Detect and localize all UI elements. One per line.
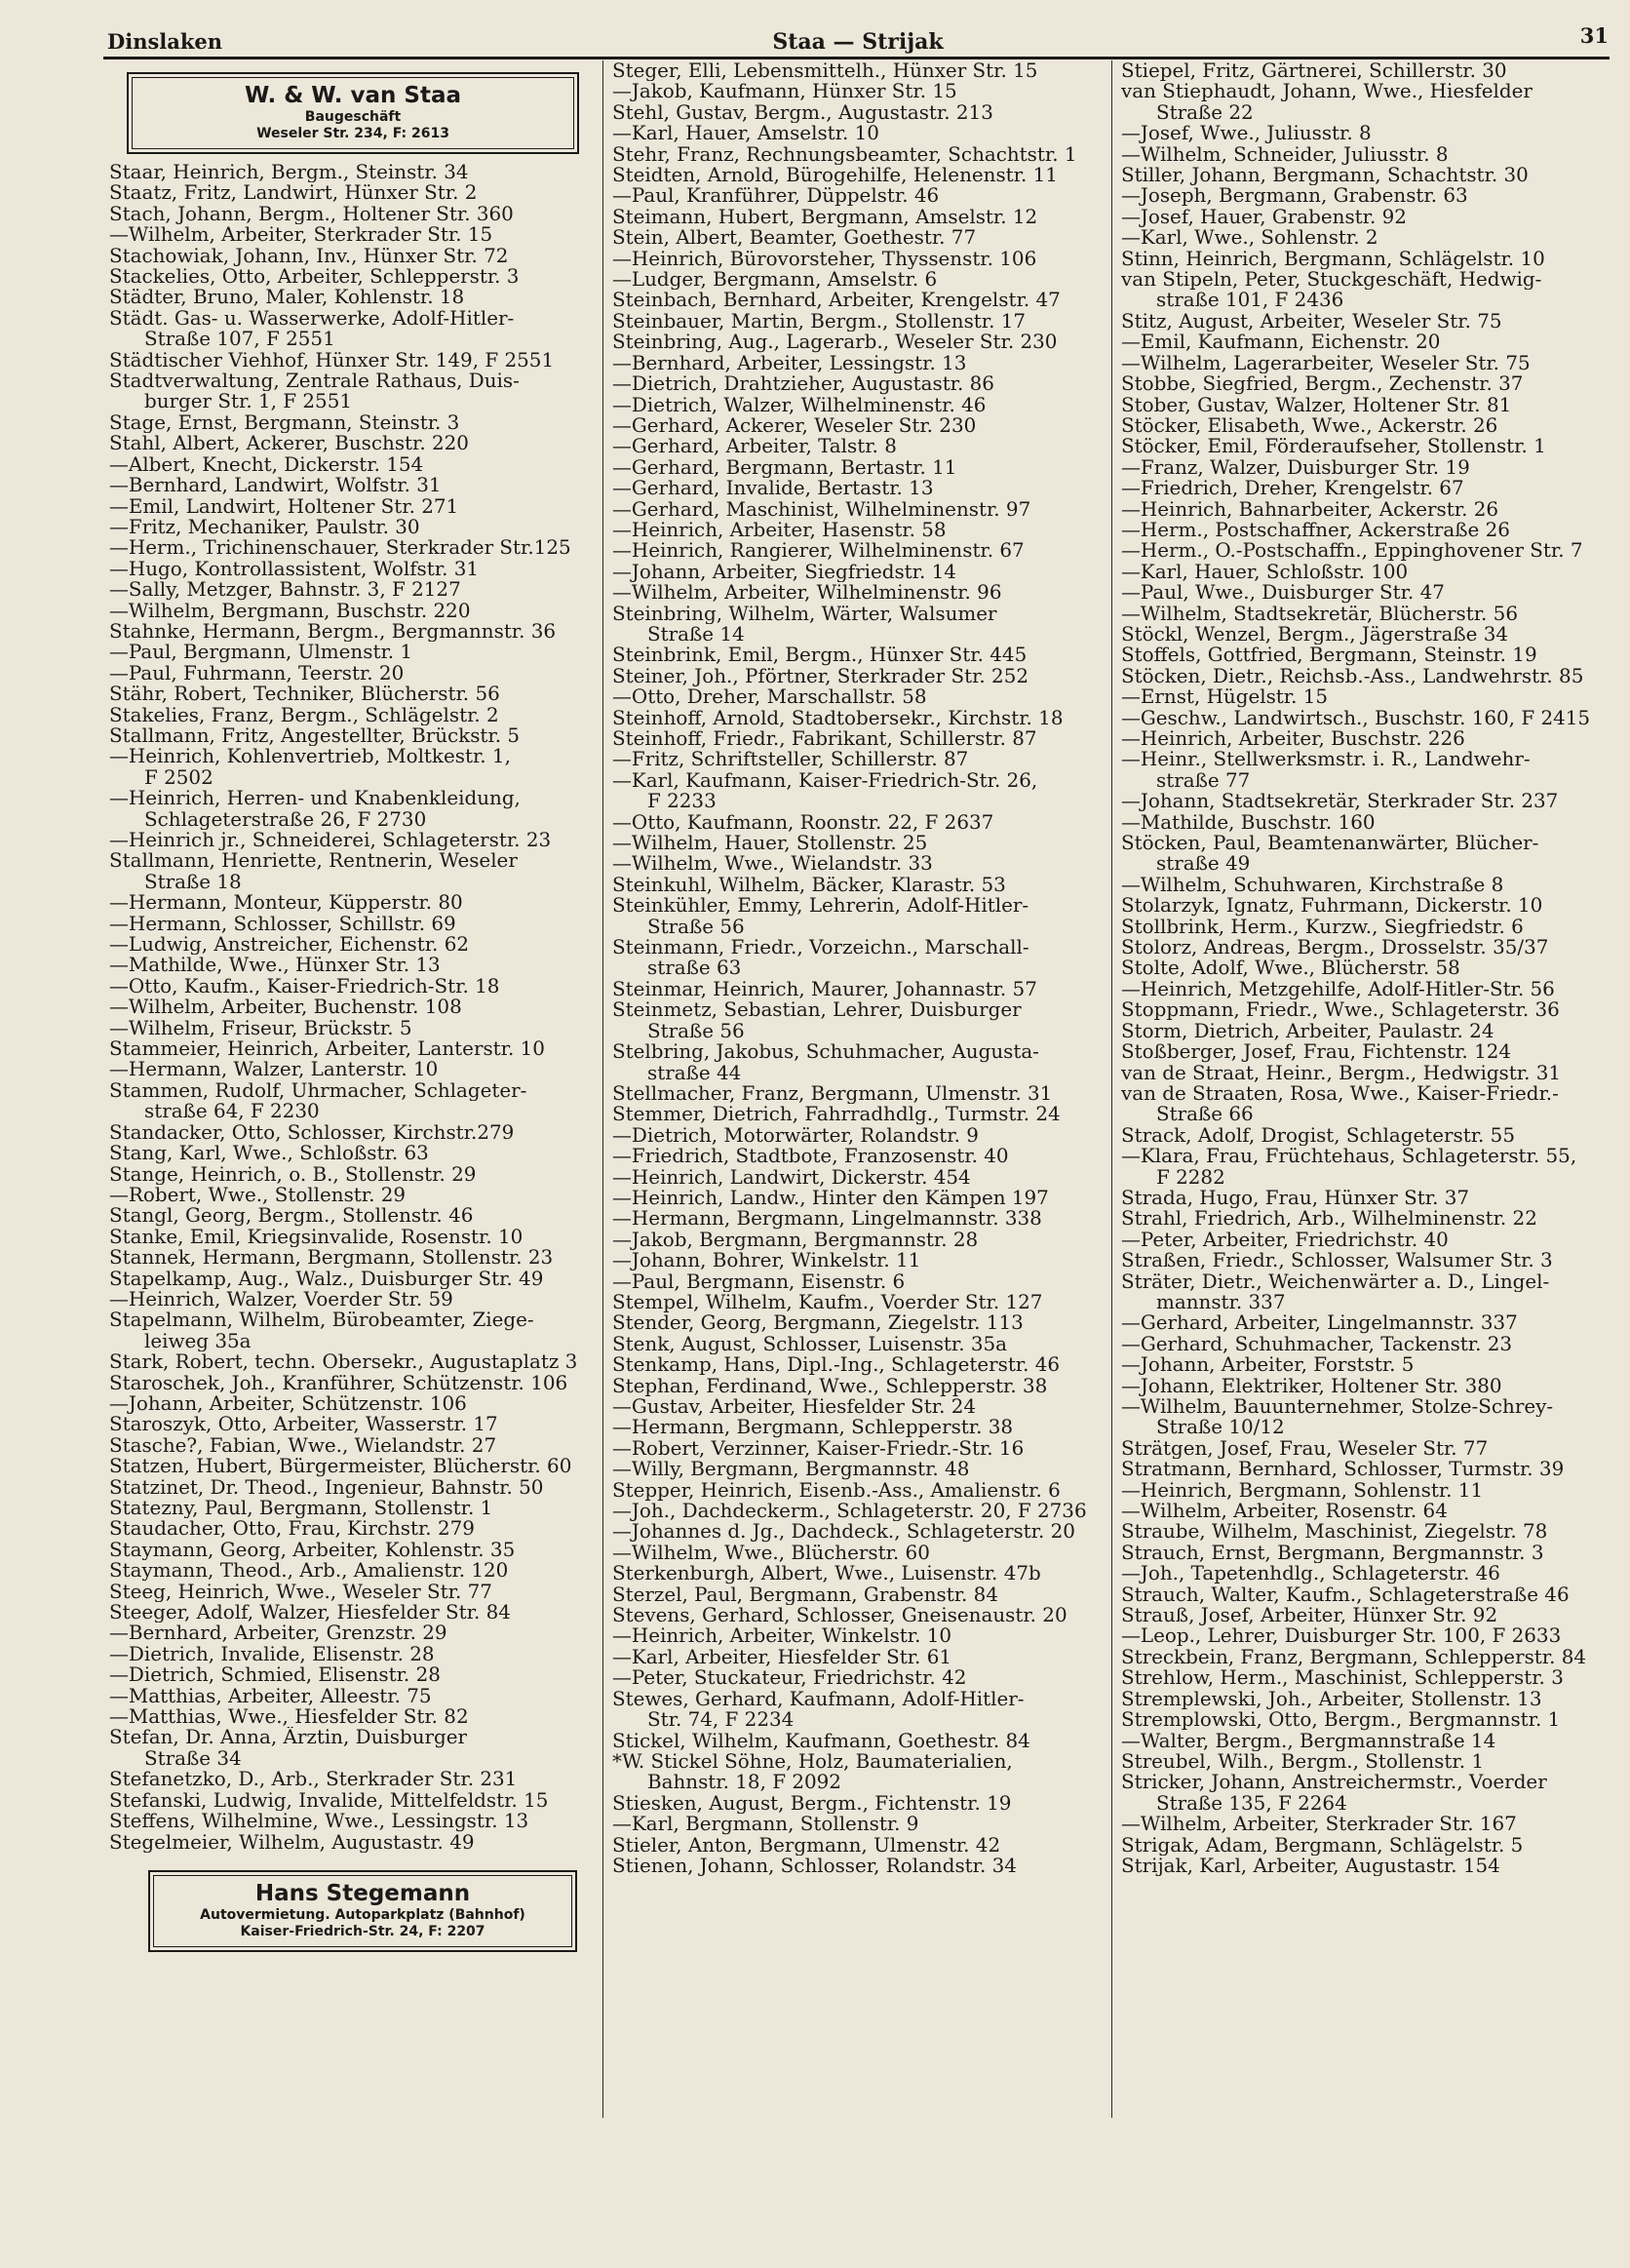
directory-entry: Straube, Wilhelm, Maschinist, Ziegelstr. 78 xyxy=(1121,1521,1548,1543)
entry-continuation: Straße 34 xyxy=(144,1747,242,1770)
entry-continuation: Straße 107, F 2551 xyxy=(144,329,335,350)
column-3 xyxy=(1121,60,1628,2235)
directory-entry: Steinkuhl, Wilhelm, Bäcker, Klarastr. 53 xyxy=(612,874,1006,896)
directory-entry: Stang, Karl, Wwe., Schloßstr. 63 xyxy=(109,1143,429,1164)
directory-entry: Steinbach, Bernhard, Arbeiter, Krengelstr. 47 xyxy=(612,290,1061,311)
directory-entry: —Dietrich, Walzer, Wilhelminenstr. 46 xyxy=(612,394,987,415)
directory-entry: Stelbring, Jakobus, Schuhmacher, Augusta- xyxy=(612,1041,1039,1063)
entry-continuation: leiweg 35a xyxy=(144,1330,252,1352)
entry-continuation: Straße 56 xyxy=(647,916,745,938)
directory-entry: —Albert, Knecht, Dickerstr. 154 xyxy=(109,453,424,476)
directory-entry: —Gerhard, Ackerer, Weseler Str. 230 xyxy=(612,414,977,437)
directory-entry: —Heinrich, Bergmann, Sohlenstr. 11 xyxy=(1121,1479,1484,1502)
directory-entry: van de Straaten, Rosa, Wwe., Kaiser-Friedr.- xyxy=(1121,1082,1559,1105)
directory-entry: Steinhoff, Arnold, Stadtobersekr., Kirchstr. 18 xyxy=(612,707,1064,728)
entry-continuation: Straße 10/12 xyxy=(1156,1417,1285,1438)
directory-entry: Steinbrink, Emil, Bergm., Hünxer Str. 445 xyxy=(612,645,1028,666)
column-divider xyxy=(1111,60,1112,2118)
directory-entry: —Heinrich, Walzer, Voerder Str. 59 xyxy=(109,1288,453,1310)
directory-entry: —Heinrich, Landwirt, Dickerstr. 454 xyxy=(612,1166,971,1188)
directory-entry: Streckbein, Franz, Bergmann, Schlepperstr. 84 xyxy=(1121,1646,1587,1668)
entry-continuation: F 2282 xyxy=(1156,1166,1225,1188)
directory-entry: —Heinrich, Landw., Hinter den Kämpen 197 xyxy=(612,1187,1049,1209)
directory-entry: Sterkenburgh, Albert, Wwe., Luisenstr. 47b xyxy=(612,1563,1041,1584)
entry-continuation: Straße 135, F 2264 xyxy=(1156,1792,1347,1815)
directory-entry: —Matthias, Wwe., Hiesfelder Str. 82 xyxy=(109,1706,469,1728)
directory-entry: —Gerhard, Bergmann, Bertastr. 11 xyxy=(612,456,957,479)
directory-entry: Stangl, Georg, Bergm., Stollenstr. 46 xyxy=(109,1205,474,1227)
directory-entry: Stöcken, Dietr., Reichsb.-Ass., Landwehrstr. 85 xyxy=(1121,665,1584,687)
directory-entry: Staudacher, Otto, Frau, Kirchstr. 279 xyxy=(109,1518,475,1540)
directory-entry: Stevens, Gerhard, Schlosser, Gneisenaustr. 20 xyxy=(612,1605,1067,1626)
entry-continuation: straße 64, F 2230 xyxy=(144,1101,320,1122)
directory-entry: Steinhoff, Friedr., Fabrikant, Schillerstr. 87 xyxy=(612,728,1037,750)
advert-line: Kaiser-Friedrich-Str. 24, F: 2207 xyxy=(240,1923,485,1939)
directory-entry: Stadtverwaltung, Zentrale Rathaus, Duis- xyxy=(109,371,520,392)
directory-entry: —Emil, Kaufmann, Eichenstr. 20 xyxy=(1121,332,1441,353)
directory-entry: —Fritz, Schriftsteller, Schillerstr. 87 xyxy=(612,749,969,770)
directory-entry: —Heinrich, Arbeiter, Buschstr. 226 xyxy=(1121,728,1465,750)
directory-entry: —Gustav, Arbeiter, Hiesfelder Str. 24 xyxy=(612,1396,977,1418)
directory-entry: Stepper, Heinrich, Eisenb.-Ass., Amalienstr. 6 xyxy=(612,1479,1061,1502)
directory-entry: —Wilhelm, Hauer, Stollenstr. 25 xyxy=(612,833,928,854)
directory-entry: —Gerhard, Arbeiter, Lingelmannstr. 337 xyxy=(1121,1312,1518,1334)
advert-van-staa xyxy=(127,72,579,154)
directory-entry: Stemmer, Dietrich, Fahrradhdlg., Turmstr. 24 xyxy=(612,1104,1061,1125)
directory-entry: —Wilhelm, Bauunternehmer, Stolze-Schrey- xyxy=(1121,1396,1554,1418)
directory-entry: —Hermann, Bergmann, Lingelmannstr. 338 xyxy=(612,1208,1042,1230)
directory-entry: Statzinet, Dr. Theod., Ingenieur, Bahnstr. 50 xyxy=(109,1476,544,1498)
directory-entry: Stange, Heinrich, o. B., Stollenstr. 29 xyxy=(109,1163,477,1185)
directory-entry: —Dietrich, Schmied, Elisenstr. 28 xyxy=(109,1664,441,1686)
entry-list xyxy=(109,162,597,1853)
directory-entry: Stiesken, August, Bergm., Fichtenstr. 19 xyxy=(612,1792,1012,1815)
directory-entry: —Joh., Dachdeckerm., Schlageterstr. 20, F 2736 xyxy=(612,1501,1087,1522)
directory-entry: —Klara, Frau, Früchtehaus, Schlageterstr. 55, xyxy=(1121,1146,1577,1167)
directory-entry: Staroszyk, Otto, Arbeiter, Wasserstr. 17 xyxy=(109,1414,498,1435)
directory-entry: Stapelkamp, Aug., Walz., Duisburger Str. 49 xyxy=(109,1268,544,1289)
directory-entry: —Heinrich, Metzgehilfe, Adolf-Hitler-Str. 56 xyxy=(1121,978,1555,1000)
directory-entry: —Ludwig, Anstreicher, Eichenstr. 62 xyxy=(109,934,470,956)
directory-entry: van Stiephaudt, Johann, Wwe., Hiesfelder xyxy=(1121,81,1533,102)
directory-entry: —Bernhard, Landwirt, Wolfstr. 31 xyxy=(109,475,442,496)
directory-entry: —Paul, Fuhrmann, Teerstr. 20 xyxy=(109,662,405,684)
directory-entry: Stammen, Rudolf, Uhrmacher, Schlageter- xyxy=(109,1079,527,1102)
directory-entry: Stobbe, Siegfried, Bergm., Zechenstr. 37 xyxy=(1121,373,1524,395)
directory-entry: Strauch, Walter, Kaufm., Schlageterstraße 46 xyxy=(1121,1584,1570,1606)
directory-entry: —Johannes d. Jg., Dachdeck., Schlageterstr. 20 xyxy=(612,1521,1075,1543)
directory-entry: —Sally, Metzger, Bahnstr. 3, F 2127 xyxy=(109,579,461,601)
directory-entry: —Wilhelm, Stadtsekretär, Blücherstr. 56 xyxy=(1121,603,1518,624)
directory-entry: Stein, Albert, Beamter, Goethestr. 77 xyxy=(612,227,977,249)
directory-entry: *W. Stickel Söhne, Holz, Baumaterialien, xyxy=(612,1750,1013,1773)
directory-entry: van de Straat, Heinr., Bergm., Hedwigstr. 31 xyxy=(1121,1062,1562,1083)
directory-entry: Stollbrink, Herm., Kurzw., Siegfriedstr. 6 xyxy=(1121,916,1524,938)
directory-entry: —Friedrich, Dreher, Krengelstr. 67 xyxy=(1121,478,1464,499)
header-town: Dinslaken xyxy=(107,29,223,54)
directory-entry: —Mathilde, Wwe., Hünxer Str. 13 xyxy=(109,955,441,976)
directory-entry: Strätgen, Josef, Frau, Weseler Str. 77 xyxy=(1121,1437,1489,1460)
directory-entry: Staatz, Fritz, Landwirt, Hünxer Str. 2 xyxy=(109,182,478,204)
directory-entry: —Wilhelm, Arbeiter, Rosenstr. 64 xyxy=(1121,1501,1448,1522)
directory-entry: Stähr, Robert, Techniker, Blücherstr. 56 xyxy=(109,684,500,705)
directory-entry: Standacker, Otto, Schlosser, Kirchstr.279 xyxy=(109,1121,515,1144)
directory-entry: Steinmann, Friedr., Vorzeichn., Marschall- xyxy=(612,937,1029,958)
directory-entry: Stieler, Anton, Bergmann, Ulmenstr. 42 xyxy=(612,1834,1001,1856)
directory-entry: —Hermann, Schlosser, Schillstr. 69 xyxy=(109,913,456,935)
directory-entry: —Karl, Hauer, Schloßstr. 100 xyxy=(1121,561,1409,583)
directory-entry: van Stipeln, Peter, Stuckgeschäft, Hedwig- xyxy=(1121,269,1542,291)
directory-entry: —Wilhelm, Schneider, Juliusstr. 8 xyxy=(1121,143,1449,166)
directory-entry: —Wilhelm, Friseur, Brückstr. 5 xyxy=(109,1017,412,1039)
directory-entry: Stoffels, Gottfried, Bergmann, Steinstr. 19 xyxy=(1121,645,1537,666)
advert-stegemann xyxy=(148,1870,577,1952)
directory-entry: Stewes, Gerhard, Kaufmann, Adolf-Hitler- xyxy=(612,1688,1025,1710)
directory-entry: Stöcker, Emil, Förderaufseher, Stollenstr. 1 xyxy=(1121,436,1546,457)
directory-entry: Steinbring, Wilhelm, Wärter, Walsumer xyxy=(612,603,997,624)
directory-entry: Stammeier, Heinrich, Arbeiter, Lanterstr. 10 xyxy=(109,1038,545,1060)
directory-entry: —Johann, Arbeiter, Forststr. 5 xyxy=(1121,1354,1415,1376)
directory-entry: —Walter, Bergm., Bergmannstraße 14 xyxy=(1121,1730,1496,1751)
directory-entry: Stolorz, Andreas, Bergm., Drosselstr. 35/37 xyxy=(1121,937,1549,958)
directory-entry: Stark, Robert, techn. Obersekr., Augustaplatz 3 xyxy=(109,1351,578,1373)
directory-entry: Steinmar, Heinrich, Maurer, Johannastr. 57 xyxy=(612,978,1037,1000)
directory-entry: —Paul, Wwe., Duisburger Str. 47 xyxy=(1121,582,1445,604)
directory-entry: —Joseph, Bergmann, Grabenstr. 63 xyxy=(1121,185,1468,207)
directory-entry: Steidten, Arnold, Bürogehilfe, Helenenstr. 11 xyxy=(612,165,1058,186)
directory-entry: —Jakob, Kaufmann, Hünxer Str. 15 xyxy=(612,81,957,102)
directory-entry: Steger, Elli, Lebensmittelh., Hünxer Str. 15 xyxy=(612,60,1038,82)
directory-entry: Strauch, Ernst, Bergmann, Bergmannstr. 3 xyxy=(1121,1542,1544,1564)
directory-entry: —Wilhelm, Wwe., Blücherstr. 60 xyxy=(612,1542,930,1564)
directory-entry: Stage, Ernst, Bergmann, Steinstr. 3 xyxy=(109,411,460,434)
directory-entry: Städter, Bruno, Maler, Kohlenstr. 18 xyxy=(109,287,465,308)
directory-entry: Strehlow, Herm., Maschinist, Schlepperstr. 3 xyxy=(1121,1667,1564,1689)
directory-entry: Steinbring, Aug., Lagerarb., Weseler Str. 230 xyxy=(612,332,1058,353)
directory-entry: Stach, Johann, Bergm., Holtener Str. 360 xyxy=(109,203,514,225)
advert-title: W. & W. van Staa xyxy=(244,83,462,108)
directory-entry: —Heinrich jr., Schneiderei, Schlageterstr. 23 xyxy=(109,830,552,851)
entry-continuation: straße 77 xyxy=(1156,769,1251,792)
directory-entry: —Otto, Dreher, Marschallstr. 58 xyxy=(612,686,927,708)
directory-entry: Stinn, Heinrich, Bergmann, Schlägelstr. 10 xyxy=(1121,248,1545,270)
directory-entry: —Robert, Wwe., Stollenstr. 29 xyxy=(109,1184,407,1206)
directory-entry: —Herm., O.-Postschaffn., Eppinghovener Str. 7 xyxy=(1121,540,1583,562)
directory-entry: —Ludger, Bergmann, Amselstr. 6 xyxy=(612,269,938,291)
directory-entry: —Emil, Landwirt, Holtener Str. 271 xyxy=(109,495,459,517)
entry-continuation: Straße 66 xyxy=(1156,1104,1254,1125)
directory-entry: Strigak, Adam, Bergmann, Schlägelstr. 5 xyxy=(1121,1834,1524,1856)
entry-continuation: Str. 74, F 2234 xyxy=(647,1709,795,1731)
directory-entry: —Paul, Bergmann, Eisenstr. 6 xyxy=(612,1271,906,1292)
entry-list xyxy=(612,60,1104,1876)
header-rule xyxy=(103,57,1610,59)
directory-entry: —Hermann, Walzer, Lanterstr. 10 xyxy=(109,1059,439,1080)
directory-entry: —Paul, Kranführer, Düppelstr. 46 xyxy=(612,185,940,207)
directory-entry: —Heinrich, Arbeiter, Hasenstr. 58 xyxy=(612,519,947,541)
directory-entry: —Otto, Kaufm., Kaiser-Friedrich-Str. 18 xyxy=(109,975,500,997)
directory-entry: —Hugo, Kontrollassistent, Wolfstr. 31 xyxy=(109,558,480,580)
directory-entry: —Wilhelm, Wwe., Wielandstr. 33 xyxy=(612,853,933,875)
directory-entry: —Gerhard, Arbeiter, Talstr. 8 xyxy=(612,436,897,457)
directory-entry: —Josef, Wwe., Juliusstr. 8 xyxy=(1121,123,1372,144)
directory-entry: —Wilhelm, Lagerarbeiter, Weseler Str. 75 xyxy=(1121,352,1531,374)
directory-entry: —Joh., Tapetenhdlg., Schlageterstr. 46 xyxy=(1121,1563,1500,1584)
directory-entry: —Karl, Bergmann, Stollenstr. 9 xyxy=(612,1814,919,1835)
directory-entry: Stober, Gustav, Walzer, Holtener Str. 81 xyxy=(1121,394,1512,415)
directory-entry: —Heinrich, Bürovorsteher, Thyssenstr. 106 xyxy=(612,248,1037,270)
directory-entry: —Heinr., Stellwerksmstr. i. R., Landwehr- xyxy=(1121,749,1531,770)
entry-continuation: burger Str. 1, F 2551 xyxy=(144,391,353,412)
entry-continuation: straße 44 xyxy=(647,1062,742,1083)
directory-entry: Stackelies, Otto, Arbeiter, Schlepperstr. 3 xyxy=(109,266,520,288)
directory-entry: Strack, Adolf, Drogist, Schlageterstr. 55 xyxy=(1121,1124,1515,1147)
directory-entry: —Paul, Bergmann, Ulmenstr. 1 xyxy=(109,642,413,663)
directory-entry: —Bernhard, Arbeiter, Grenzstr. 29 xyxy=(109,1623,447,1644)
directory-entry: —Hermann, Monteur, Küpperstr. 80 xyxy=(109,892,463,914)
entry-continuation: straße 101, F 2436 xyxy=(1156,290,1344,311)
directory-entry: —Wilhelm, Schuhwaren, Kirchstraße 8 xyxy=(1121,874,1504,896)
directory-entry: —Gerhard, Invalide, Bertastr. 13 xyxy=(612,478,934,499)
directory-entry: —Fritz, Mechaniker, Paulstr. 30 xyxy=(109,516,420,538)
directory-entry: Sträter, Dietr., Weichenwärter a. D., Lingel- xyxy=(1121,1271,1550,1292)
directory-entry: Staymann, Theod., Arb., Amalienstr. 120 xyxy=(109,1560,509,1582)
directory-entry: —Karl, Arbeiter, Hiesfelder Str. 61 xyxy=(612,1646,952,1668)
directory-entry: Staar, Heinrich, Bergm., Steinstr. 34 xyxy=(109,162,469,183)
directory-entry: —Otto, Kaufmann, Roonstr. 22, F 2637 xyxy=(612,811,994,834)
directory-entry: —Wilhelm, Arbeiter, Sterkrader Str. 167 xyxy=(1121,1814,1517,1835)
directory-entry: —Heinrich, Kohlenvertrieb, Moltkestr. 1, xyxy=(109,746,511,767)
directory-entry: —Karl, Hauer, Amselstr. 10 xyxy=(612,123,879,144)
directory-entry: —Gerhard, Maschinist, Wilhelminenstr. 97 xyxy=(612,498,1031,520)
directory-entry: Strada, Hugo, Frau, Hünxer Str. 37 xyxy=(1121,1187,1470,1209)
directory-entry: Statezny, Paul, Bergmann, Stollenstr. 1 xyxy=(109,1498,493,1519)
directory-entry: —Ernst, Hügelstr. 15 xyxy=(1121,686,1329,708)
directory-entry: Steimann, Hubert, Bergmann, Amselstr. 12 xyxy=(612,206,1038,228)
column-2 xyxy=(612,60,1104,2235)
directory-entry: —Heinrich, Herren- und Knabenkleidung, xyxy=(109,788,521,809)
directory-entry: Stehl, Gustav, Bergm., Augustastr. 213 xyxy=(612,101,993,124)
directory-entry: Stoßberger, Josef, Frau, Fichtenstr. 124 xyxy=(1121,1041,1512,1063)
directory-entry: Storm, Dietrich, Arbeiter, Paulastr. 24 xyxy=(1121,1020,1494,1042)
directory-entry: Stanke, Emil, Kriegsinvalide, Rosenstr. 10 xyxy=(109,1226,524,1248)
directory-entry: Stenkamp, Hans, Dipl.-Ing., Schlageterstr. 46 xyxy=(612,1354,1061,1376)
directory-entry: Stahl, Albert, Ackerer, Buschstr. 220 xyxy=(109,433,469,454)
entry-continuation: F 2233 xyxy=(647,791,717,812)
directory-entry: Stehr, Franz, Rechnungsbeamter, Schachtstr. 1 xyxy=(612,143,1077,166)
directory-entry: —Heinrich, Bahnarbeiter, Ackerstr. 26 xyxy=(1121,498,1499,520)
directory-entry: Stefanetzko, D., Arb., Sterkrader Str. 231 xyxy=(109,1769,518,1790)
directory-entry: Steinkühler, Emmy, Lehrerin, Adolf-Hitler- xyxy=(612,895,1029,917)
directory-entry: —Willy, Bergmann, Bergmannstr. 48 xyxy=(612,1459,970,1480)
entry-continuation: F 2502 xyxy=(144,766,213,789)
directory-entry: Stöckl, Wenzel, Bergm., Jägerstraße 34 xyxy=(1121,623,1509,645)
directory-entry: —Hermann, Bergmann, Schlepperstr. 38 xyxy=(612,1417,1014,1438)
directory-entry: Stickel, Wilhelm, Kaufmann, Goethestr. 84 xyxy=(612,1730,1030,1751)
directory-entry: Stienen, Johann, Schlosser, Rolandstr. 34 xyxy=(612,1855,1017,1877)
directory-entry: —Matthias, Arbeiter, Alleestr. 75 xyxy=(109,1685,432,1707)
directory-entry: Stremplewski, Joh., Arbeiter, Stollenstr. 13 xyxy=(1121,1688,1542,1710)
directory-entry: Stallmann, Henriette, Rentnerin, Weseler xyxy=(109,850,518,872)
directory-entry: —Dietrich, Motorwärter, Rolandstr. 9 xyxy=(612,1124,979,1147)
directory-entry: Stolarzyk, Ignatz, Fuhrmann, Dickerstr. 10 xyxy=(1121,895,1543,917)
directory-entry: Sterzel, Paul, Bergmann, Grabenstr. 84 xyxy=(612,1584,998,1606)
directory-entry: Stender, Georg, Bergmann, Ziegelstr. 113 xyxy=(612,1312,1024,1334)
entry-list xyxy=(1121,60,1628,1876)
directory-entry: —Heinrich, Rangierer, Wilhelminenstr. 67 xyxy=(612,540,1025,562)
directory-entry: —Peter, Arbeiter, Friedrichstr. 40 xyxy=(1121,1229,1449,1251)
directory-entry: —Gerhard, Schuhmacher, Tackenstr. 23 xyxy=(1121,1333,1513,1355)
entry-continuation: Straße 18 xyxy=(144,871,242,893)
directory-entry: Strahl, Friedrich, Arb., Wilhelminenstr. 22 xyxy=(1121,1208,1537,1230)
directory-entry: —Jakob, Bergmann, Bergmannstr. 28 xyxy=(612,1229,979,1251)
directory-entry: Stöcken, Paul, Beamtenanwärter, Blücher- xyxy=(1121,833,1539,854)
directory-entry: Städtischer Viehhof, Hünxer Str. 149, F 2551 xyxy=(109,349,555,371)
advert-line: Autovermietung. Autoparkplatz (Bahnhof) xyxy=(200,1906,525,1923)
directory-entry: Steffens, Wilhelmine, Wwe., Lessingstr. 13 xyxy=(109,1811,529,1832)
directory-entry: Stiepel, Fritz, Gärtnerei, Schillerstr. 30 xyxy=(1121,60,1507,82)
directory-entry: Stefan, Dr. Anna, Ärztin, Duisburger xyxy=(109,1727,468,1748)
directory-entry: —Dietrich, Invalide, Elisenstr. 28 xyxy=(109,1643,435,1665)
directory-entry: —Josef, Hauer, Grabenstr. 92 xyxy=(1121,206,1407,228)
advert-title: Hans Stegemann xyxy=(254,1880,471,1906)
directory-entry: —Johann, Bohrer, Winkelstr. 11 xyxy=(612,1250,921,1271)
directory-entry: Staymann, Georg, Arbeiter, Kohlenstr. 35 xyxy=(109,1539,516,1561)
directory-entry: Stoppmann, Friedr., Wwe., Schlageterstr. 36 xyxy=(1121,999,1560,1021)
directory-entry: Strijak, Karl, Arbeiter, Augustastr. 154 xyxy=(1121,1855,1500,1877)
column-divider xyxy=(602,60,603,2118)
column-1 xyxy=(109,60,597,2235)
directory-entry: —Wilhelm, Arbeiter, Sterkrader Str. 15 xyxy=(109,224,493,246)
directory-entry: —Mathilde, Buschstr. 160 xyxy=(1121,811,1376,834)
directory-entry: —Karl, Wwe., Sohlenstr. 2 xyxy=(1121,227,1378,249)
directory-entry: —Karl, Kaufmann, Kaiser-Friedrich-Str. 26, xyxy=(612,769,1038,792)
directory-entry: —Dietrich, Drahtzieher, Augustastr. 86 xyxy=(612,373,994,395)
directory-entry: —Johann, Arbeiter, Siegfriedstr. 14 xyxy=(612,561,956,583)
directory-entry: —Robert, Verzinner, Kaiser-Friedr.-Str. 16 xyxy=(612,1437,1025,1460)
directory-entry: —Herm., Postschaffner, Ackerstraße 26 xyxy=(1121,519,1510,541)
directory-entry: —Wilhelm, Bergmann, Buschstr. 220 xyxy=(109,600,471,621)
directory-entry: Stannek, Hermann, Bergmann, Stollenstr. 23 xyxy=(109,1247,554,1269)
directory-entry: —Johann, Elektriker, Holtener Str. 380 xyxy=(1121,1375,1502,1396)
directory-entry: —Heinrich, Arbeiter, Winkelstr. 10 xyxy=(612,1625,952,1647)
directory-entry: Staroschek, Joh., Kranführer, Schützenstr. 106 xyxy=(109,1372,568,1393)
directory-entry: Stratmann, Bernhard, Schlosser, Turmstr. 39 xyxy=(1121,1459,1565,1480)
directory-entry: Stephan, Ferdinand, Wwe., Schlepperstr. 38 xyxy=(612,1375,1048,1396)
directory-entry: Strauß, Josef, Arbeiter, Hünxer Str. 92 xyxy=(1121,1605,1498,1626)
directory-entry: Stolte, Adolf, Wwe., Blücherstr. 58 xyxy=(1121,958,1460,979)
directory-entry: Steeg, Heinrich, Wwe., Weseler Str. 77 xyxy=(109,1581,492,1603)
entry-continuation: Straße 22 xyxy=(1156,101,1254,124)
directory-entry: —Johann, Stadtsekretär, Sterkrader Str. 237 xyxy=(1121,791,1559,812)
directory-entry: Städt. Gas- u. Wasserwerke, Adolf-Hitler- xyxy=(109,307,515,330)
directory-entry: Steinmetz, Sebastian, Lehrer, Duisburger xyxy=(612,999,1022,1021)
directory-entry: Stefanski, Ludwig, Invalide, Mittelfeldstr. 15 xyxy=(109,1789,549,1812)
entry-continuation: Straße 14 xyxy=(647,623,745,645)
directory-entry: Straßen, Friedr., Schlosser, Walsumer Str. 3 xyxy=(1121,1250,1553,1271)
directory-entry: Steinbauer, Martin, Bergm., Stollenstr. 17 xyxy=(612,310,1027,332)
directory-entry: Stakelies, Franz, Bergm., Schlägelstr. 2 xyxy=(109,704,499,725)
directory-entry: —Wilhelm, Arbeiter, Wilhelminenstr. 96 xyxy=(612,582,1002,604)
page-number: 31 xyxy=(1579,23,1609,48)
directory-entry: Streubel, Wilh., Bergm., Stollenstr. 1 xyxy=(1121,1750,1484,1773)
entry-continuation: Bahnstr. 18, F 2092 xyxy=(647,1772,841,1793)
entry-continuation: Straße 56 xyxy=(647,1020,745,1042)
directory-entry: Stitz, August, Arbeiter, Weseler Str. 75 xyxy=(1121,310,1502,332)
directory-entry: —Wilhelm, Arbeiter, Buchenstr. 108 xyxy=(109,997,462,1018)
directory-entry: Stapelmann, Wilhelm, Bürobeamter, Ziege- xyxy=(109,1310,534,1331)
directory-entry: Stellmacher, Franz, Bergmann, Ulmenstr. 31 xyxy=(612,1082,1053,1105)
header-range: Staa — Strijak xyxy=(772,29,944,55)
directory-entry: Stenk, August, Schlosser, Luisenstr. 35a xyxy=(612,1333,1008,1355)
entry-continuation: straße 49 xyxy=(1156,853,1251,875)
directory-entry: —Geschw., Landwirtsch., Buschstr. 160, F 2415 xyxy=(1121,707,1591,728)
directory-entry: —Leop., Lehrer, Duisburger Str. 100, F 2633 xyxy=(1121,1625,1562,1647)
entry-continuation: straße 63 xyxy=(647,958,742,979)
directory-entry: Stegelmeier, Wilhelm, Augustastr. 49 xyxy=(109,1831,475,1853)
directory-entry: —Herm., Trichinenschauer, Sterkrader Str.125 xyxy=(109,537,571,559)
directory-entry: —Peter, Stuckateur, Friedrichstr. 42 xyxy=(612,1667,967,1689)
directory-entry: Stremplowski, Otto, Bergm., Bergmannstr. 1 xyxy=(1121,1709,1561,1731)
directory-entry: —Friedrich, Stadtbote, Franzosenstr. 40 xyxy=(612,1146,1009,1167)
directory-entry: Stiller, Johann, Bergmann, Schachtstr. 30 xyxy=(1121,165,1529,186)
directory-entry: Stachowiak, Johann, Inv., Hünxer Str. 72 xyxy=(109,245,509,267)
directory-entry: Statzen, Hubert, Bürgermeister, Blücherstr. 60 xyxy=(109,1456,572,1477)
directory-entry: Stasche?, Fabian, Wwe., Wielandstr. 27 xyxy=(109,1434,497,1457)
advert-line: Baugeschäft xyxy=(304,109,402,125)
directory-entry: —Franz, Walzer, Duisburger Str. 19 xyxy=(1121,456,1470,479)
directory-entry: Stricker, Johann, Anstreichermstr., Voerder xyxy=(1121,1772,1547,1793)
entry-continuation: mannstr. 337 xyxy=(1156,1291,1286,1313)
directory-entry: Steeger, Adolf, Walzer, Hiesfelder Str. 84 xyxy=(109,1602,511,1623)
entry-continuation: Schlageterstraße 26, F 2730 xyxy=(144,808,427,830)
directory-entry: —Johann, Arbeiter, Schützenstr. 106 xyxy=(109,1392,467,1415)
directory-entry: Stallmann, Fritz, Angestellter, Brückstr. 5 xyxy=(109,724,521,747)
directory-entry: Steiner, Joh., Pförtner, Sterkrader Str. 252 xyxy=(612,665,1029,687)
directory-entry: Stempel, Wilhelm, Kaufm., Voerder Str. 127 xyxy=(612,1291,1043,1313)
directory-entry: Stöcker, Elisabeth, Wwe., Ackerstr. 26 xyxy=(1121,414,1498,437)
advert-line: Weseler Str. 234, F: 2613 xyxy=(256,126,449,141)
page-header xyxy=(107,21,1609,57)
directory-entry: Stahnke, Hermann, Bergm., Bergmannstr. 36 xyxy=(109,620,557,643)
directory-entry: —Bernhard, Arbeiter, Lessingstr. 13 xyxy=(612,352,967,374)
